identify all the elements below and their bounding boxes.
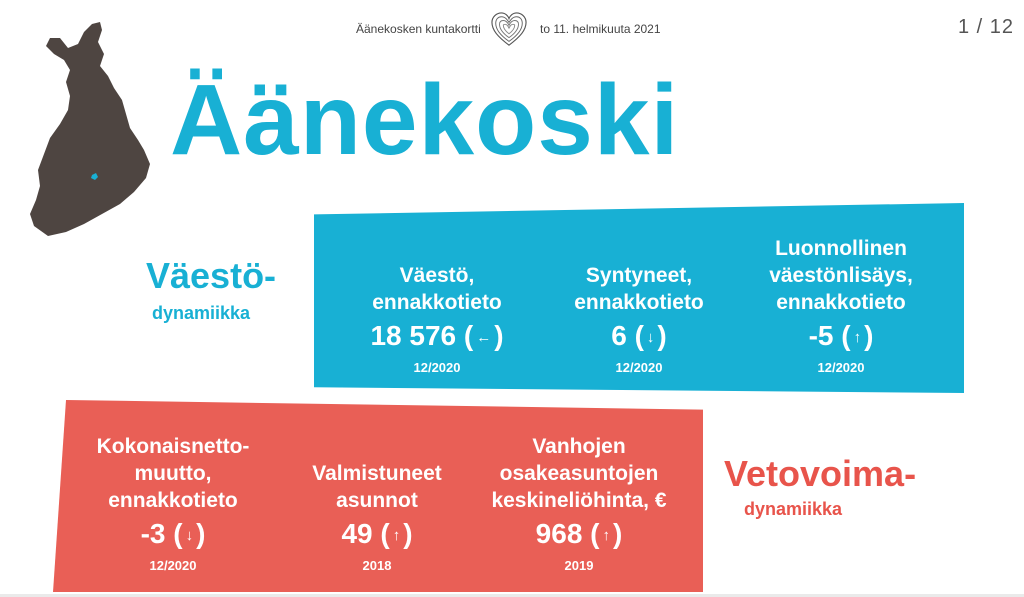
- stat-apartment-price: [474, 433, 684, 573]
- stat-population: [332, 262, 542, 375]
- stat-period: 2018: [362, 557, 392, 573]
- stat-label: Syntyneet, ennakkotieto: [574, 264, 704, 314]
- stat-net-migration: [68, 433, 278, 573]
- stat-period: 2019: [564, 557, 594, 573]
- page-indicator: 1 / 12: [957, 16, 1014, 38]
- stat-births: [534, 262, 744, 375]
- source-label: Äänekosken kuntakortti: [356, 22, 481, 36]
- stat-value: 968 ( ↑ ): [474, 516, 684, 554]
- stat-label: Valmistuneet asunnot: [312, 462, 442, 512]
- stat-period: 12/2020: [149, 557, 197, 573]
- finland-map-shape: [30, 22, 150, 236]
- stat-period: 12/2020: [615, 359, 663, 375]
- population-section-title: Väestö-: [146, 255, 277, 296]
- stat-value: 18 576 ( ← ): [332, 318, 542, 356]
- stat-label: Vanhojen osakeasuntojen keskineliöhinta, €: [491, 435, 667, 512]
- population-section-subtitle: dynamiikka: [152, 303, 251, 323]
- stat-label: Väestö, ennakkotieto: [372, 264, 502, 314]
- arrow-down-icon: ↓: [646, 328, 655, 346]
- stat-label: Kokonaisnetto- muutto, ennakkotieto: [96, 435, 250, 512]
- stat-value: -3 ( ↓ ): [68, 516, 278, 554]
- stat-value: -5 ( ↑ ): [736, 318, 946, 356]
- date-label: to 11. helmikuuta 2021: [540, 22, 661, 36]
- stat-period: 12/2020: [413, 359, 461, 375]
- municipality-title: Äänekoski: [170, 64, 680, 176]
- arrow-down-icon: ↓: [185, 526, 194, 544]
- attraction-section-title: Vetovoima-: [724, 453, 917, 494]
- attraction-section-subtitle: dynamiikka: [744, 499, 843, 519]
- stat-natural-increase: [736, 235, 946, 375]
- arrow-up-icon: ↑: [853, 328, 862, 346]
- stat-value: 49 ( ↑ ): [272, 516, 482, 554]
- arrow-up-icon: ↑: [602, 526, 610, 544]
- arrow-left-icon: ←: [476, 328, 492, 346]
- stat-label: Luonnollinen väestönlisäys, ennakkotieto: [769, 237, 913, 314]
- finland-map-icon: [26, 18, 156, 240]
- stat-value: 6 ( ↓ ): [534, 318, 744, 356]
- stat-completed-dwellings: [272, 460, 482, 573]
- arrow-up-icon: ↑: [392, 526, 401, 544]
- fingerprint-heart-icon: [490, 12, 528, 48]
- stat-period: 12/2020: [817, 359, 865, 375]
